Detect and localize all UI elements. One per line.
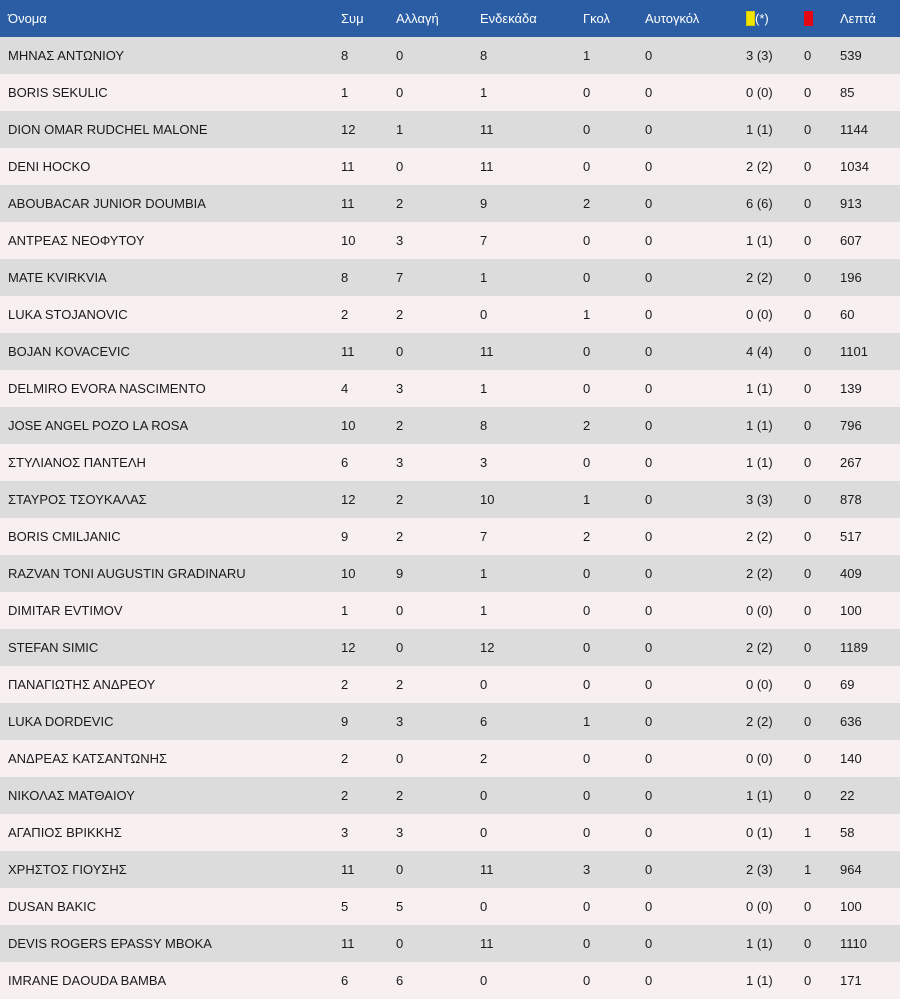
- cell-minutes: 100: [840, 899, 862, 914]
- cell-starts: 0: [480, 788, 488, 803]
- cell-name: ABOUBACAR JUNIOR DOUMBIA: [8, 196, 206, 211]
- header-own-goals[interactable]: Αυτογκόλ: [645, 11, 700, 26]
- cell-yellow-cards: 1 (1): [746, 122, 773, 137]
- cell-yellow-cards: 0 (1): [746, 825, 773, 840]
- cell-red-cards: 0: [804, 196, 812, 211]
- cell-yellow-cards: 1 (1): [746, 936, 773, 951]
- cell-yellow-cards: 1 (1): [746, 418, 773, 433]
- cell-minutes: 517: [840, 529, 862, 544]
- cell-goals: 0: [583, 936, 591, 951]
- header-name[interactable]: Όνομα: [8, 11, 47, 26]
- table-row: [0, 74, 900, 111]
- cell-goals: 0: [583, 677, 591, 692]
- cell-starts: 11: [480, 122, 494, 137]
- cell-starts: 7: [480, 233, 488, 248]
- cell-minutes: 139: [840, 381, 862, 396]
- cell-sub: 0: [396, 862, 404, 877]
- cell-own-goals: 0: [645, 566, 653, 581]
- table-row: [0, 851, 900, 888]
- cell-red-cards: 0: [804, 936, 812, 951]
- cell-apps: 12: [341, 640, 356, 655]
- cell-own-goals: 0: [645, 714, 653, 729]
- cell-sub: 2: [396, 677, 404, 692]
- cell-apps: 11: [341, 196, 355, 211]
- cell-name: ΜΗΝΑΣ ΑΝΤΩΝΙΟΥ: [8, 48, 125, 63]
- cell-apps: 10: [341, 566, 356, 581]
- cell-minutes: 69: [840, 677, 855, 692]
- table-row: [0, 592, 900, 629]
- cell-own-goals: 0: [645, 788, 653, 803]
- table-row: [0, 703, 900, 740]
- cell-name: STEFAN SIMIC: [8, 640, 99, 655]
- cell-starts: 0: [480, 899, 488, 914]
- cell-starts: 8: [480, 418, 488, 433]
- cell-red-cards: 0: [804, 233, 812, 248]
- cell-yellow-cards: 1 (1): [746, 381, 773, 396]
- cell-sub: 0: [396, 640, 404, 655]
- cell-apps: 6: [341, 973, 349, 988]
- cell-goals: 0: [583, 122, 591, 137]
- cell-apps: 10: [341, 418, 356, 433]
- cell-yellow-cards: 2 (2): [746, 640, 773, 655]
- cell-own-goals: 0: [645, 159, 653, 174]
- cell-apps: 1: [341, 85, 349, 100]
- cell-goals: 0: [583, 788, 591, 803]
- cell-goals: 0: [583, 751, 591, 766]
- cell-minutes: 878: [840, 492, 862, 507]
- cell-name: LUKA DORDEVIC: [8, 714, 114, 729]
- cell-name: DENI HOCKO: [8, 159, 91, 174]
- cell-goals: 0: [583, 455, 591, 470]
- cell-yellow-cards: 2 (3): [746, 862, 773, 877]
- cell-sub: 0: [396, 159, 404, 174]
- cell-apps: 12: [341, 122, 356, 137]
- cell-goals: 0: [583, 85, 591, 100]
- cell-minutes: 171: [840, 973, 862, 988]
- table-row: [0, 111, 900, 148]
- cell-goals: 2: [583, 196, 591, 211]
- cell-name: BOJAN KOVACEVIC: [8, 344, 130, 359]
- cell-own-goals: 0: [645, 492, 653, 507]
- header-starts[interactable]: Ενδεκάδα: [480, 11, 537, 26]
- cell-yellow-cards: 0 (0): [746, 677, 773, 692]
- table-row: [0, 185, 900, 222]
- cell-red-cards: 0: [804, 973, 812, 988]
- table-row: [0, 444, 900, 481]
- header-row: [0, 0, 900, 37]
- cell-name: DIMITAR EVTIMOV: [8, 603, 123, 618]
- cell-minutes: 1189: [840, 640, 868, 655]
- cell-own-goals: 0: [645, 862, 653, 877]
- cell-minutes: 267: [840, 455, 862, 470]
- cell-sub: 2: [396, 196, 404, 211]
- cell-yellow-cards: 2 (2): [746, 566, 773, 581]
- cell-starts: 8: [480, 48, 488, 63]
- cell-sub: 2: [396, 529, 404, 544]
- cell-apps: 2: [341, 788, 349, 803]
- cell-name: DION OMAR RUDCHEL MALONE: [8, 122, 208, 137]
- header-yellow-cards[interactable]: [746, 0, 804, 37]
- cell-goals: 3: [583, 862, 591, 877]
- cell-minutes: 22: [840, 788, 855, 803]
- cell-red-cards: 0: [804, 344, 812, 359]
- cell-red-cards: 0: [804, 307, 812, 322]
- cell-starts: 1: [480, 85, 488, 100]
- yellow-card-icon: [746, 11, 755, 26]
- table-row: [0, 370, 900, 407]
- cell-own-goals: 0: [645, 455, 653, 470]
- cell-starts: 0: [480, 677, 488, 692]
- cell-starts: 0: [480, 825, 488, 840]
- cell-minutes: 100: [840, 603, 862, 618]
- cell-yellow-cards: 2 (2): [746, 270, 773, 285]
- cell-name: DEVIS ROGERS EPASSY MBOKA: [8, 936, 212, 951]
- cell-yellow-cards: 3 (3): [746, 48, 773, 63]
- cell-goals: 2: [583, 529, 591, 544]
- cell-name: MATE KVIRKVIA: [8, 270, 107, 285]
- cell-goals: 0: [583, 825, 591, 840]
- cell-red-cards: 0: [804, 899, 812, 914]
- table-row: [0, 333, 900, 370]
- cell-sub: 2: [396, 418, 404, 433]
- cell-goals: 1: [583, 307, 591, 322]
- cell-sub: 3: [396, 825, 404, 840]
- cell-apps: 5: [341, 899, 349, 914]
- cell-starts: 7: [480, 529, 488, 544]
- table-row: [0, 296, 900, 333]
- cell-name: ΠΑΝΑΓΙΩΤΗΣ ΑΝΔΡΕΟΥ: [8, 677, 156, 692]
- cell-apps: 8: [341, 270, 349, 285]
- cell-own-goals: 0: [645, 85, 653, 100]
- table-row: [0, 37, 900, 74]
- cell-sub: 0: [396, 603, 404, 618]
- cell-minutes: 636: [840, 714, 862, 729]
- cell-sub: 0: [396, 344, 404, 359]
- table-row: [0, 777, 900, 814]
- cell-red-cards: 0: [804, 603, 812, 618]
- table-row: [0, 518, 900, 555]
- cell-name: ΑΝΔΡΕΑΣ ΚΑΤΣΑΝΤΩΝΗΣ: [8, 751, 168, 766]
- cell-sub: 0: [396, 751, 404, 766]
- cell-apps: 10: [341, 233, 356, 248]
- table-row: [0, 407, 900, 444]
- cell-starts: 0: [480, 973, 488, 988]
- cell-red-cards: 0: [804, 270, 812, 285]
- cell-sub: 9: [396, 566, 404, 581]
- cell-name: LUKA STOJANOVIC: [8, 307, 128, 322]
- cell-goals: 0: [583, 566, 591, 581]
- cell-name: ΑΝΤΡΕΑΣ ΝΕΟΦΥΤΟΥ: [8, 233, 145, 248]
- cell-yellow-cards: 2 (2): [746, 159, 773, 174]
- cell-sub: 5: [396, 899, 404, 914]
- table-row: [0, 555, 900, 592]
- cell-red-cards: 1: [804, 862, 812, 877]
- cell-apps: 12: [341, 492, 356, 507]
- table-row: [0, 962, 900, 999]
- cell-minutes: 1034: [840, 159, 869, 174]
- cell-starts: 10: [480, 492, 495, 507]
- cell-name: BORIS CMILJANIC: [8, 529, 121, 544]
- cell-own-goals: 0: [645, 270, 653, 285]
- cell-apps: 4: [341, 381, 349, 396]
- cell-red-cards: 0: [804, 85, 812, 100]
- cell-own-goals: 0: [645, 344, 653, 359]
- cell-own-goals: 0: [645, 196, 653, 211]
- cell-apps: 9: [341, 529, 349, 544]
- cell-name: JOSE ANGEL POZO LA ROSA: [8, 418, 189, 433]
- cell-yellow-cards: 1 (1): [746, 233, 773, 248]
- cell-name: ΣΤΥΛΙΑΝΟΣ ΠΑΝΤΕΛΗ: [8, 455, 146, 470]
- cell-yellow-cards: 2 (2): [746, 529, 773, 544]
- cell-own-goals: 0: [645, 603, 653, 618]
- table-row: [0, 148, 900, 185]
- cell-own-goals: 0: [645, 677, 653, 692]
- cell-name: ΣΤΑΥΡΟΣ ΤΣΟΥΚΑΛΑΣ: [8, 492, 147, 507]
- cell-sub: 2: [396, 788, 404, 803]
- cell-apps: 6: [341, 455, 349, 470]
- cell-goals: 2: [583, 418, 591, 433]
- cell-apps: 11: [341, 862, 355, 877]
- cell-sub: 6: [396, 973, 404, 988]
- cell-goals: 0: [583, 270, 591, 285]
- cell-minutes: 607: [840, 233, 862, 248]
- cell-starts: 2: [480, 751, 488, 766]
- cell-red-cards: 0: [804, 529, 812, 544]
- cell-minutes: 58: [840, 825, 855, 840]
- cell-own-goals: 0: [645, 973, 653, 988]
- cell-yellow-cards: 4 (4): [746, 344, 773, 359]
- cell-goals: 1: [583, 48, 591, 63]
- table-row: [0, 629, 900, 666]
- cell-starts: 1: [480, 603, 488, 618]
- cell-own-goals: 0: [645, 418, 653, 433]
- cell-sub: 3: [396, 381, 404, 396]
- cell-goals: 0: [583, 344, 591, 359]
- cell-starts: 9: [480, 196, 488, 211]
- cell-minutes: 85: [840, 85, 855, 100]
- cell-apps: 2: [341, 751, 349, 766]
- cell-apps: 1: [341, 603, 349, 618]
- cell-sub: 2: [396, 492, 404, 507]
- cell-red-cards: 0: [804, 455, 812, 470]
- cell-starts: 1: [480, 566, 488, 581]
- cell-red-cards: 0: [804, 788, 812, 803]
- header-minutes[interactable]: Λεπτά: [840, 11, 876, 26]
- table-row: [0, 925, 900, 962]
- cell-starts: 3: [480, 455, 488, 470]
- cell-sub: 3: [396, 233, 404, 248]
- table-row: [0, 814, 900, 851]
- cell-red-cards: 0: [804, 677, 812, 692]
- cell-yellow-cards: 1 (1): [746, 455, 773, 470]
- cell-red-cards: 0: [804, 751, 812, 766]
- cell-own-goals: 0: [645, 899, 653, 914]
- cell-starts: 11: [480, 344, 494, 359]
- cell-apps: 11: [341, 936, 355, 951]
- cell-apps: 8: [341, 48, 349, 63]
- cell-sub: 0: [396, 85, 404, 100]
- cell-own-goals: 0: [645, 751, 653, 766]
- cell-name: ΧΡΗΣΤΟΣ ΓΙΟΥΣΗΣ: [8, 862, 127, 877]
- cell-yellow-cards: 0 (0): [746, 899, 773, 914]
- cell-minutes: 409: [840, 566, 862, 581]
- table-row: [0, 481, 900, 518]
- cell-yellow-cards: 0 (0): [746, 603, 773, 618]
- table-row: [0, 740, 900, 777]
- table-row: [0, 259, 900, 296]
- cell-sub: 7: [396, 270, 404, 285]
- cell-name: ΝΙΚΟΛΑΣ ΜΑΤΘΑΙΟΥ: [8, 788, 135, 803]
- cell-goals: 0: [583, 381, 591, 396]
- cell-starts: 12: [480, 640, 495, 655]
- cell-sub: 3: [396, 455, 404, 470]
- cell-minutes: 1144: [840, 122, 868, 137]
- cell-minutes: 1110: [840, 936, 867, 951]
- red-card-icon: [804, 11, 813, 26]
- header-goals[interactable]: Γκολ: [583, 11, 610, 26]
- cell-apps: 11: [341, 159, 355, 174]
- cell-starts: 11: [480, 159, 494, 174]
- cell-yellow-cards: 0 (0): [746, 751, 773, 766]
- cell-red-cards: 0: [804, 122, 812, 137]
- cell-red-cards: 0: [804, 48, 812, 63]
- cell-sub: 0: [396, 48, 404, 63]
- table-row: [0, 888, 900, 925]
- cell-yellow-cards: 3 (3): [746, 492, 773, 507]
- cell-goals: 0: [583, 640, 591, 655]
- cell-apps: 2: [341, 677, 349, 692]
- cell-yellow-cards: 1 (1): [746, 788, 773, 803]
- cell-name: ΑΓΑΠΙΟΣ ΒΡΙΚΚΗΣ: [8, 825, 122, 840]
- cell-red-cards: 0: [804, 566, 812, 581]
- cell-minutes: 140: [840, 751, 862, 766]
- cell-goals: 1: [583, 492, 591, 507]
- cell-goals: 0: [583, 973, 591, 988]
- cell-sub: 0: [396, 936, 404, 951]
- cell-yellow-cards: 2 (2): [746, 714, 773, 729]
- cell-goals: 1: [583, 714, 591, 729]
- cell-apps: 2: [341, 307, 349, 322]
- header-apps[interactable]: Συμ: [341, 11, 364, 26]
- cell-sub: 2: [396, 307, 404, 322]
- cell-own-goals: 0: [645, 233, 653, 248]
- table-row: [0, 222, 900, 259]
- cell-minutes: 60: [840, 307, 855, 322]
- cell-starts: 6: [480, 714, 488, 729]
- cell-red-cards: 1: [804, 825, 812, 840]
- cell-name: RAZVAN TONI AUGUSTIN GRADINARU: [8, 566, 246, 581]
- cell-minutes: 196: [840, 270, 862, 285]
- cell-goals: 0: [583, 603, 591, 618]
- cell-red-cards: 0: [804, 492, 812, 507]
- cell-own-goals: 0: [645, 307, 653, 322]
- header-sub[interactable]: Αλλαγή: [396, 11, 439, 26]
- cell-starts: 11: [480, 862, 494, 877]
- table-row: [0, 666, 900, 703]
- cell-minutes: 796: [840, 418, 862, 433]
- cell-minutes: 964: [840, 862, 862, 877]
- cell-own-goals: 0: [645, 122, 653, 137]
- cell-red-cards: 0: [804, 381, 812, 396]
- cell-yellow-cards: 1 (1): [746, 973, 773, 988]
- cell-apps: 3: [341, 825, 349, 840]
- cell-red-cards: 0: [804, 159, 812, 174]
- cell-minutes: 913: [840, 196, 862, 211]
- cell-starts: 1: [480, 270, 488, 285]
- cell-red-cards: 0: [804, 714, 812, 729]
- cell-own-goals: 0: [645, 640, 653, 655]
- header-yellow-suffix: (*): [755, 11, 769, 26]
- cell-goals: 0: [583, 233, 591, 248]
- cell-name: DUSAN BAKIC: [8, 899, 97, 914]
- cell-name: DELMIRO EVORA NASCIMENTO: [8, 381, 206, 396]
- cell-red-cards: 0: [804, 418, 812, 433]
- cell-goals: 0: [583, 159, 591, 174]
- cell-own-goals: 0: [645, 381, 653, 396]
- cell-own-goals: 0: [645, 529, 653, 544]
- cell-minutes: 539: [840, 48, 862, 63]
- cell-name: BORIS SEKULIC: [8, 85, 108, 100]
- cell-own-goals: 0: [645, 936, 653, 951]
- cell-own-goals: 0: [645, 48, 653, 63]
- cell-red-cards: 0: [804, 640, 812, 655]
- cell-starts: 0: [480, 307, 488, 322]
- cell-apps: 9: [341, 714, 349, 729]
- cell-yellow-cards: 6 (6): [746, 196, 773, 211]
- cell-minutes: 1101: [840, 344, 868, 359]
- cell-goals: 0: [583, 899, 591, 914]
- cell-sub: 1: [396, 122, 404, 137]
- cell-sub: 3: [396, 714, 404, 729]
- cell-own-goals: 0: [645, 825, 653, 840]
- cell-apps: 11: [341, 344, 355, 359]
- cell-yellow-cards: 0 (0): [746, 85, 773, 100]
- cell-starts: 11: [480, 936, 494, 951]
- header-red-cards[interactable]: [804, 0, 840, 37]
- cell-starts: 1: [480, 381, 488, 396]
- cell-yellow-cards: 0 (0): [746, 307, 773, 322]
- cell-name: IMRANE DAOUDA BAMBA: [8, 973, 167, 988]
